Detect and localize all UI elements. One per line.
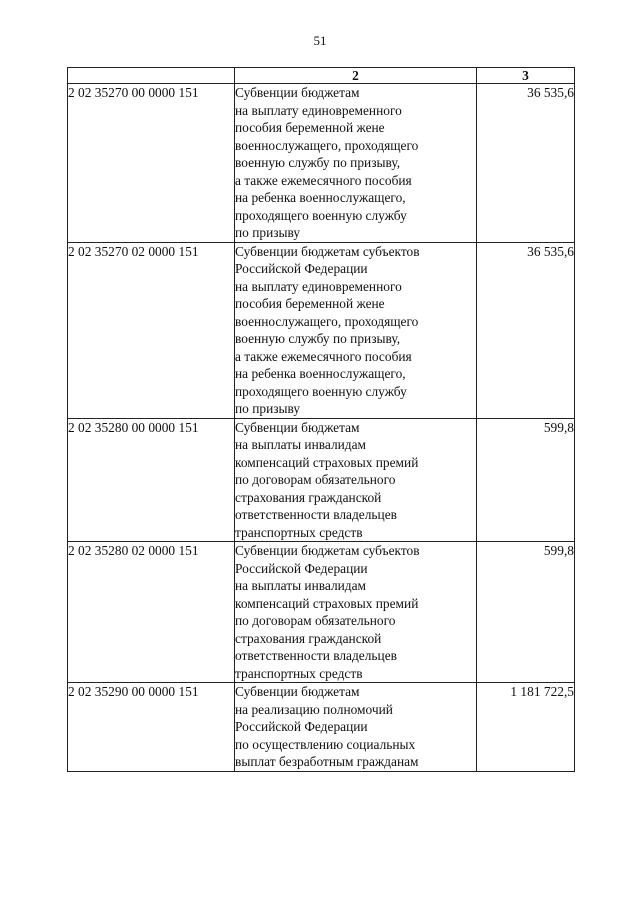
header-amount: 3 <box>477 68 575 84</box>
description-line: на реализацию полномочий <box>235 701 393 717</box>
description-line: Субвенции бюджетам субъектов <box>235 243 420 259</box>
row-code: 2 02 35270 02 0000 151 <box>68 242 235 418</box>
description-line: Российской Федерации <box>235 560 368 576</box>
description-line: пособия беременной жене <box>235 120 385 135</box>
row-code: 2 02 35290 00 0000 151 <box>68 683 235 772</box>
description-line: военную службу по призыву, <box>235 331 401 346</box>
description-line: на выплаты инвалидам <box>235 578 367 593</box>
description-line: ответственности владельцев <box>235 507 397 522</box>
description-line: военнослужащего, проходящего <box>235 137 419 153</box>
row-amount: 36 535,6 <box>477 242 575 418</box>
description-line: а также ежемесячного пособия <box>235 348 412 364</box>
description-line: на выплаты инвалидам <box>235 437 367 452</box>
description-line: Субвенции бюджетам <box>235 419 360 435</box>
description-line: по призыву <box>235 225 301 240</box>
description-line: военную службу по призыву, <box>235 155 401 170</box>
row-code: 2 02 35270 00 0000 151 <box>68 84 235 243</box>
description-line: ответственности владельцев <box>235 648 397 663</box>
row-amount: 599,8 <box>477 418 575 542</box>
description-line: проходящего военную службу <box>235 207 407 223</box>
description-line: транспортных средств <box>235 665 363 681</box>
table-row <box>68 683 575 772</box>
budget-table <box>67 67 575 772</box>
description-line: на выплату единовременного <box>235 278 402 294</box>
description-line: Субвенции бюджетам <box>235 85 360 100</box>
row-description <box>235 418 477 542</box>
description-line: пособия беременной жене <box>235 296 385 311</box>
table-row <box>68 84 575 243</box>
description-line: военнослужащего, проходящего <box>235 313 419 329</box>
row-amount: 599,8 <box>477 542 575 683</box>
description-line: по призыву <box>235 401 301 416</box>
table-header-row <box>68 68 575 84</box>
row-description <box>235 84 477 243</box>
description-line: а также ежемесячного пособия <box>235 172 412 188</box>
description-line: проходящего военную службу <box>235 383 407 399</box>
description-line: Российской Федерации <box>235 261 368 276</box>
row-amount: 36 535,6 <box>477 84 575 243</box>
row-description <box>235 542 477 683</box>
description-line: компенсаций страховых премий <box>235 454 419 470</box>
description-line: на ребенка военнослужащего, <box>235 366 406 381</box>
page-number: 51 <box>313 33 327 48</box>
table-row <box>68 542 575 683</box>
description-line: транспортных средств <box>235 524 363 540</box>
row-description <box>235 242 477 418</box>
row-amount: 1 181 722,5 <box>477 683 575 772</box>
description-line: компенсаций страховых премий <box>235 595 419 611</box>
header-code <box>68 68 235 84</box>
row-code: 2 02 35280 00 0000 151 <box>68 418 235 542</box>
row-code: 2 02 35280 02 0000 151 <box>68 542 235 683</box>
description-line: страхования гражданской <box>235 630 382 646</box>
table-body <box>68 84 575 772</box>
description-line: страхования гражданской <box>235 489 382 505</box>
table-row <box>68 418 575 542</box>
description-line: по договорам обязательного <box>235 472 396 487</box>
table-row <box>68 242 575 418</box>
description-line: по договорам обязательного <box>235 613 396 628</box>
description-line: выплат безработным гражданам <box>235 754 419 769</box>
row-description <box>235 683 477 772</box>
description-line: на выплату единовременного <box>235 102 402 118</box>
description-line: Субвенции бюджетам субъектов <box>235 543 420 558</box>
description-line: на ребенка военнослужащего, <box>235 190 406 205</box>
header-description: 2 <box>235 68 477 84</box>
description-line: по осуществлению социальных <box>235 736 416 752</box>
description-line: Субвенции бюджетам <box>235 684 360 699</box>
description-line: Российской Федерации <box>235 719 368 734</box>
